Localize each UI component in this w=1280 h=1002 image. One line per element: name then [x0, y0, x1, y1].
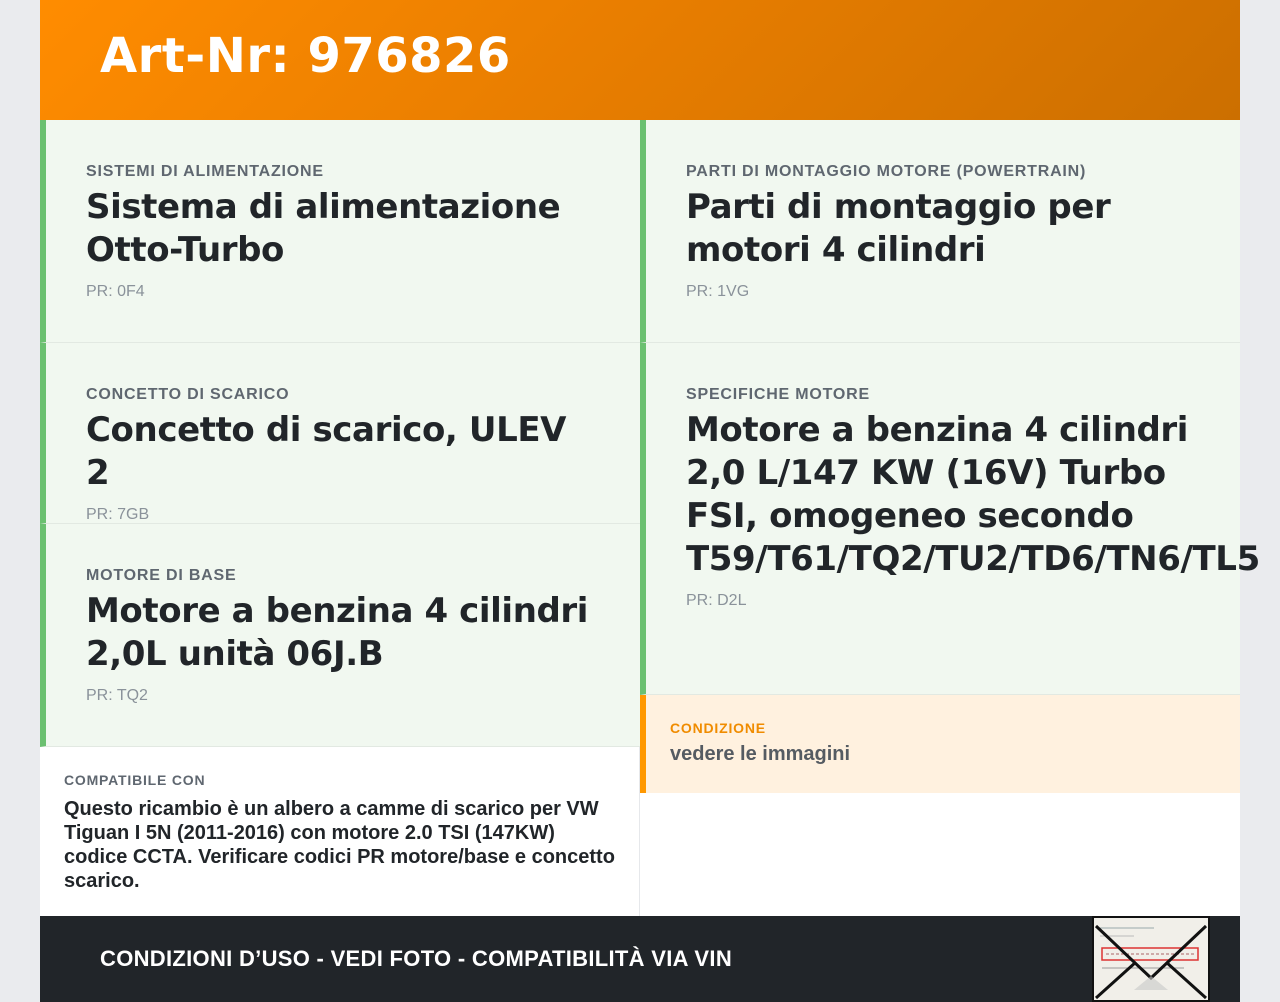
- spec-card-category: CONCETTO DI SCARICO: [86, 386, 290, 403]
- spec-card-powertrain-mounting: [640, 120, 1240, 343]
- page-header: [40, 0, 1240, 120]
- envelope-document-icon: [1094, 918, 1208, 1000]
- spec-card-pr-code: PR: D2L: [686, 592, 747, 609]
- spec-card-pr-code: PR: TQ2: [86, 687, 148, 704]
- condition-label: CONDIZIONE: [670, 720, 766, 736]
- document-thumbnail-image: [1092, 916, 1210, 1002]
- right-column: [640, 120, 1260, 917]
- spec-card-title: Motore a benzina 4 cilindri 2,0L unità 06J.B: [86, 591, 589, 674]
- spec-card-pr-code: PR: 0F4: [86, 283, 145, 300]
- spec-card-category: SPECIFICHE MOTORE: [686, 386, 870, 403]
- spec-card-pr-code: PR: 1VG: [686, 283, 750, 300]
- condition-section: [640, 695, 1240, 793]
- spec-card-base-engine: [40, 524, 640, 747]
- page-footer: [40, 916, 1240, 1002]
- page-title: Art-Nr: 976826: [100, 28, 511, 84]
- spec-card-title: Sistema di alimentazione Otto-Turbo: [86, 187, 561, 270]
- spec-card-engine-specs: [640, 343, 1260, 695]
- spec-card-exhaust-concept: [40, 343, 640, 524]
- spec-card-category: MOTORE DI BASE: [86, 567, 237, 584]
- compatibility-label: COMPATIBILE CON: [64, 772, 206, 788]
- spec-card-title: Motore a benzina 4 cilindri 2,0 L/147 KW (16V) Turbo FSI, omogeneo secondo T59/T61/TQ2/TU2/TD6/TN6/TL5: [686, 410, 1260, 579]
- compatibility-section: [40, 747, 640, 917]
- compatibility-text: Questo ricambio è un albero a camme di scarico per VW Tiguan I 5N (2011-2016) con motore 2.0 TSI (147KW) codice CCTA. Verificare codici PR motore/base e concetto scarico.: [64, 798, 615, 892]
- spec-card-title: Parti di montaggio per motori 4 cilindri: [686, 187, 1111, 270]
- page: [40, 0, 1260, 1002]
- spec-card-fuel-system: [40, 120, 640, 343]
- footer-links[interactable]: CONDIZIONI D’USO - VEDI FOTO - COMPATIBILITÀ VIA VIN: [100, 946, 733, 971]
- left-column: [40, 120, 640, 917]
- condition-value: vedere le immagini: [670, 743, 851, 765]
- info-grid: [40, 120, 1260, 917]
- spec-card-pr-code: PR: 7GB: [86, 506, 150, 523]
- spec-card-category: SISTEMI DI ALIMENTAZIONE: [86, 163, 324, 180]
- spec-card-title: Concetto di scarico, ULEV 2: [86, 410, 567, 493]
- spec-card-category: PARTI DI MONTAGGIO MOTORE (POWERTRAIN): [686, 163, 1087, 180]
